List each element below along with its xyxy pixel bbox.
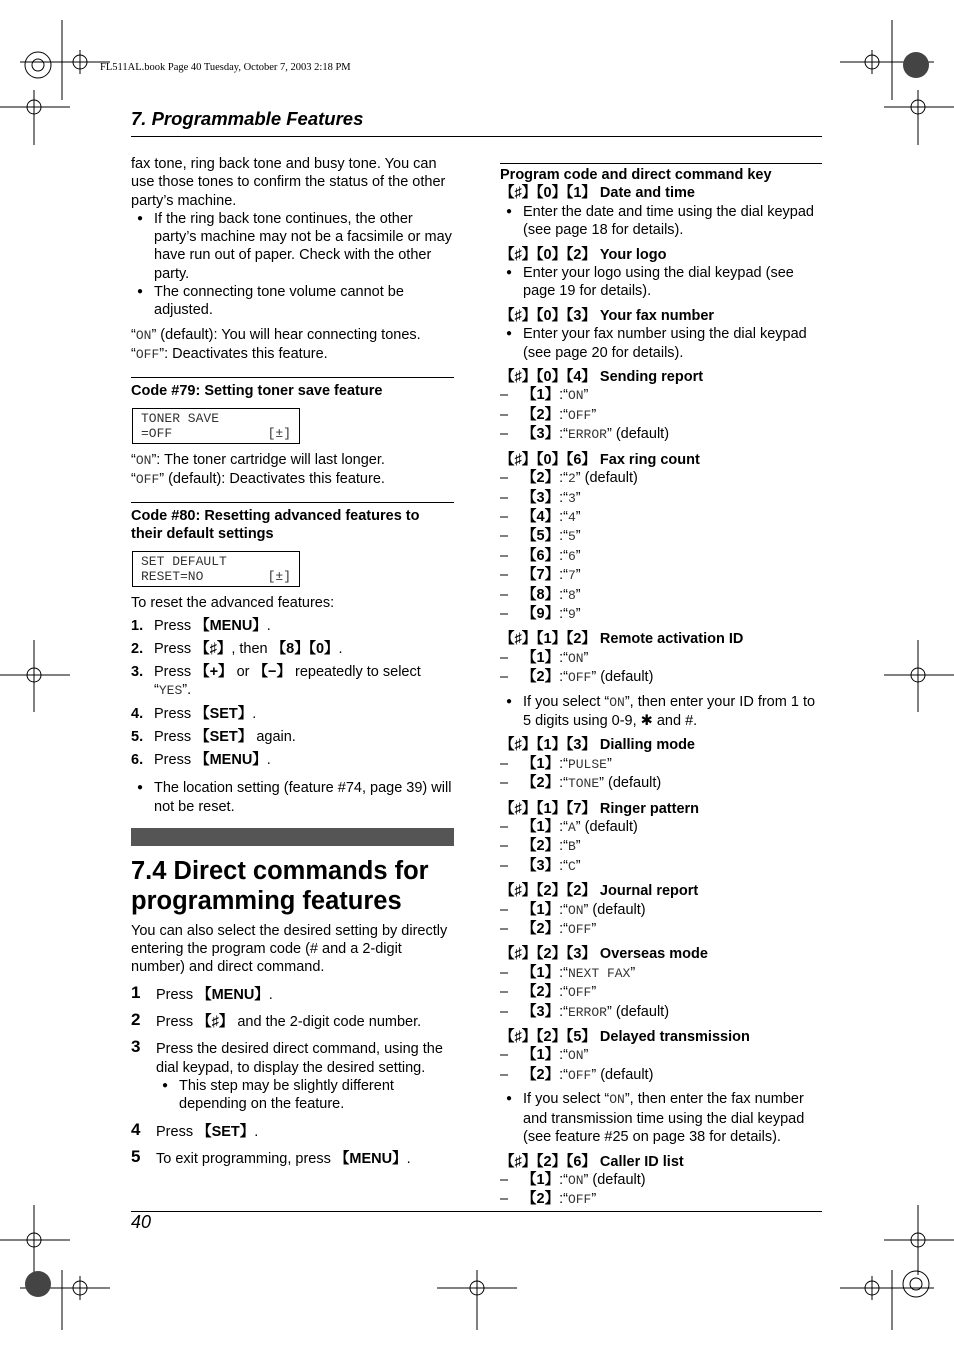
- step-3: 3. Press 【+】 or 【−】 repeatedly to select “YES”.: [131, 663, 421, 698]
- bullet-item: ● The location setting (feature #74, page 39) will not be reset.: [131, 779, 454, 816]
- option-item: – 【9】:“9”: [500, 605, 822, 624]
- code80-heading: Code #80: Resetting advanced features to their default settings: [131, 502, 454, 544]
- setting-desc: ” (default): Deactivates this feature.: [159, 470, 385, 487]
- option-item: – 【1】:“ON”: [500, 649, 822, 668]
- option-item: – 【2】:“OFF”: [500, 406, 822, 425]
- on-setting-line: “ON” (default): You will hear connecting tones.: [131, 326, 421, 343]
- footer-rule: [131, 1211, 822, 1212]
- setting-desc: ”: Deactivates this feature.: [159, 345, 328, 362]
- lcd-line: SET DEFAULT: [141, 553, 227, 569]
- step-5: 5. Press 【SET】 again.: [131, 728, 296, 745]
- left-column: [131, 155, 454, 1174]
- bullet-item: ● If you select “ON”, then enter your ID from 1 to 5 digits using 0-9, ✱ and #.: [500, 693, 822, 731]
- option-item: – 【1】:“A” (default): [500, 818, 822, 837]
- print-line: FL511AL.book Page 40 Tuesday, October 7, 2003 2:18 PM: [100, 62, 351, 73]
- option-item: – 【1】:“ON” (default): [500, 1171, 822, 1190]
- section-title: 7.4 Direct commands for programming features: [131, 856, 429, 915]
- command-heading: 【♯】【2】【6】 Caller ID list: [500, 1153, 684, 1170]
- option-item: – 【3】:“3”: [500, 489, 822, 508]
- right-column: [500, 166, 822, 1210]
- command-heading: 【♯】【0】【3】 Your fax number: [500, 307, 715, 324]
- header-rule: [131, 136, 822, 137]
- lcd-key: [±]: [267, 425, 291, 441]
- option-item: – 【1】:“ON”: [500, 386, 822, 405]
- command-heading: 【♯】【1】【7】 Ringer pattern: [500, 800, 700, 817]
- right-column-rule: [500, 163, 822, 164]
- command-heading: 【♯】【0】【6】 Fax ring count: [500, 451, 700, 468]
- section-bar: [131, 828, 454, 846]
- lcd-display: [132, 551, 300, 587]
- option-item: – 【7】:“7”: [500, 566, 822, 585]
- off-setting-line: “OFF” (default): Deactivates this feature.: [131, 470, 385, 487]
- bullet-item: ● Enter your logo using the dial keypad (see page 19 for details).: [500, 264, 822, 301]
- option-item: – 【2】:“OFF”: [500, 983, 822, 1002]
- big-step-2: 2 Press 【♯】 and the 2-digit code number.: [131, 1010, 422, 1031]
- lcd-value: OFF: [135, 346, 160, 362]
- option-item: – 【2】:“2” (default): [500, 469, 822, 488]
- chapter-title: 7. Programmable Features: [131, 108, 364, 129]
- option-item: – 【2】:“B”: [500, 837, 822, 856]
- command-heading: 【♯】【1】【2】 Remote activation ID: [500, 631, 744, 648]
- option-item: – 【3】:“C”: [500, 857, 822, 876]
- option-item: – 【6】:“6”: [500, 547, 822, 566]
- setting-desc: ” (default): You will hear connecting tones.: [151, 326, 421, 343]
- reset-intro: To reset the advanced features:: [131, 594, 335, 611]
- option-item: – 【3】:“ERROR” (default): [500, 425, 822, 444]
- lcd-line: RESET=NO: [141, 568, 204, 584]
- lcd-key: [±]: [267, 568, 291, 584]
- lcd-value: OFF: [135, 471, 160, 487]
- option-item: – 【1】:“ON” (default): [500, 901, 822, 920]
- command-table-title: Program code and direct command key: [500, 167, 772, 183]
- option-item: – 【1】:“ON”: [500, 1046, 822, 1065]
- step-1: 1. Press 【MENU】.: [131, 617, 271, 634]
- lcd-display: [132, 408, 300, 444]
- code79-heading: Code #79: Setting toner save feature: [131, 377, 454, 400]
- step-2: 2. Press 【♯】, then 【8】【0】.: [131, 640, 343, 657]
- command-heading: 【♯】【0】【4】 Sending report: [500, 369, 704, 386]
- section-intro: You can also select the desired setting by directly entering the program code (# and a 2-digit number) and direct command.: [131, 922, 448, 976]
- big-step-3: 3 Press the desired direct command, using the dial keypad, to display the desired setting. ● This step may be slightly different depending on the feature.: [131, 1040, 454, 1113]
- bullet-item: ● Enter your fax number using the dial keypad (see page 20 for details).: [500, 325, 822, 362]
- option-item: – 【4】:“4”: [500, 508, 822, 527]
- command-groups: [500, 184, 822, 1209]
- option-item: – 【8】:“8”: [500, 586, 822, 605]
- step-6: 6. Press 【MENU】.: [131, 751, 271, 768]
- option-item: – 【2】:“OFF” (default): [500, 1066, 822, 1085]
- option-item: – 【1】:“PULSE”: [500, 755, 822, 774]
- command-heading: 【♯】【1】【3】 Dialling mode: [500, 737, 695, 754]
- big-step-5: 5 To exit programming, press 【MENU】.: [131, 1146, 411, 1167]
- bullet-item: ● This step may be slightly different depending on the feature.: [156, 1077, 454, 1114]
- option-item: – 【2】:“OFF”: [500, 1190, 822, 1209]
- lcd-value: ON: [135, 327, 152, 343]
- lcd-value: ON: [135, 452, 152, 468]
- setting-desc: ”: The toner cartridge will last longer.: [151, 451, 385, 468]
- option-item: – 【3】:“ERROR” (default): [500, 1003, 822, 1022]
- off-setting-line: “OFF”: Deactivates this feature.: [131, 345, 328, 362]
- lcd-line: TONER SAVE: [141, 410, 220, 426]
- bullet-item: ● If you select “ON”, then enter the fax number and transmission time using the dial keypad (see feature #25 on page 38 for details).: [500, 1090, 822, 1146]
- option-item: – 【5】:“5”: [500, 527, 822, 546]
- option-item: – 【1】:“NEXT FAX”: [500, 964, 822, 983]
- option-item: – 【2】:“OFF” (default): [500, 668, 822, 687]
- big-step-1: 1 Press 【MENU】.: [131, 982, 273, 1003]
- command-heading: 【♯】【2】【5】 Delayed transmission: [500, 1029, 750, 1046]
- bullet-item: ● If the ring back tone continues, the other party’s machine may not be a facsimile or may have run out of paper. Check with the other party.: [131, 210, 454, 283]
- option-item: – 【2】:“TONE” (default): [500, 774, 822, 793]
- option-item: – 【2】:“OFF”: [500, 920, 822, 939]
- command-heading: 【♯】【2】【3】 Overseas mode: [500, 946, 708, 963]
- command-heading: 【♯】【0】【2】 Your logo: [500, 246, 667, 263]
- big-step-4: 4 Press 【SET】.: [131, 1119, 259, 1140]
- step-4: 4. Press 【SET】.: [131, 705, 257, 722]
- bullet-item: ● Enter the date and time using the dial keypad (see page 18 for details).: [500, 203, 822, 240]
- bullet-item: ● The connecting tone volume cannot be adjusted.: [131, 283, 454, 320]
- command-heading: 【♯】【0】【1】 Date and time: [500, 185, 696, 202]
- intro-paragraph: fax tone, ring back tone and busy tone. You can use those tones to confirm the status of the other party’s machine.: [131, 156, 446, 209]
- command-heading: 【♯】【2】【2】 Journal report: [500, 883, 699, 900]
- on-setting-line: “ON”: The toner cartridge will last longer.: [131, 451, 385, 468]
- page-number: 40: [131, 1212, 152, 1232]
- lcd-line: =OFF: [141, 425, 173, 441]
